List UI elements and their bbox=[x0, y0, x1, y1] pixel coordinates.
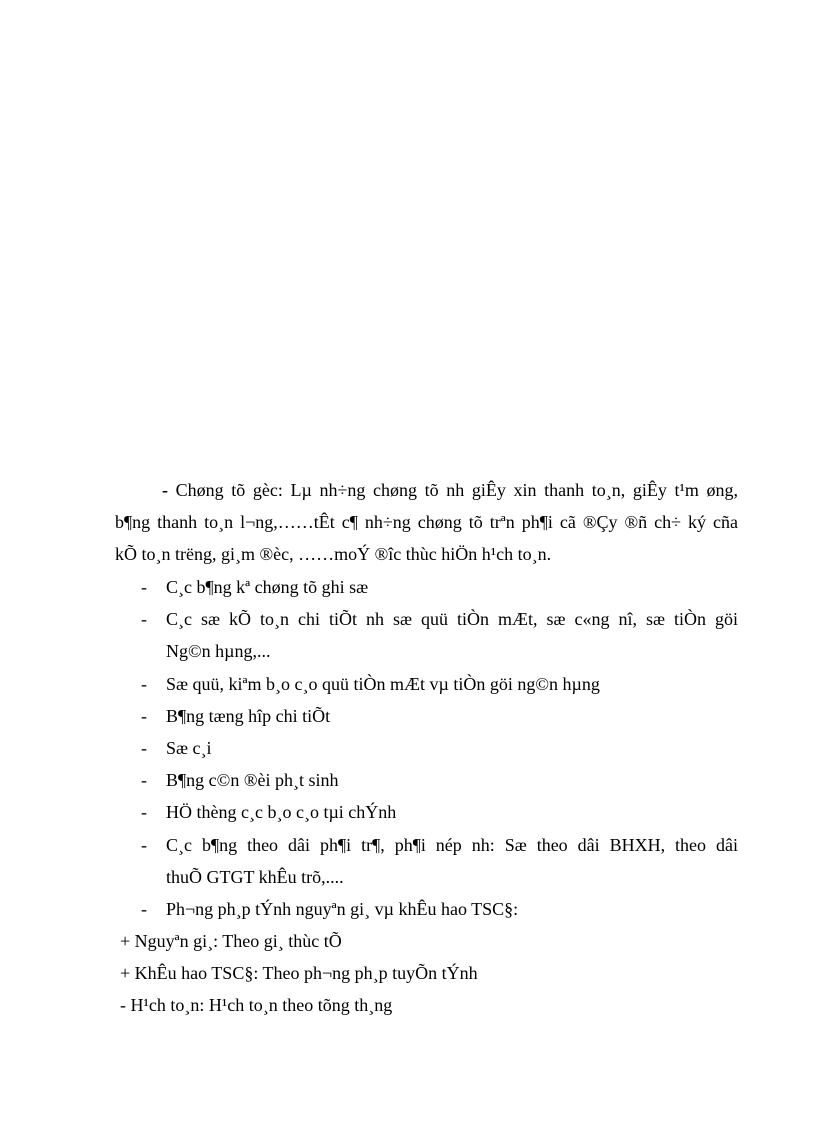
bullet-dash: - bbox=[141, 899, 147, 919]
bullet-item-8-line-1: C¸c b¶ng theo dâi ph¶i tr¶, ph¶i nép nh: Sæ theo dâi BHXH, theo dâi bbox=[166, 835, 738, 855]
bullet-dash: - bbox=[141, 802, 147, 822]
bullet-item-3: Sæ quü, kiªm b¸o c¸o quü tiÒn mÆt vµ tiÒn göi ng©n hµng bbox=[166, 674, 600, 694]
subitem-depreciation: + KhÊu hao TSC§: Theo ph¬ng ph¸p tuyÕn tÝnh bbox=[120, 963, 478, 983]
bullet-dash: - bbox=[141, 738, 147, 758]
intro-lead-dash: - bbox=[162, 480, 168, 500]
subitem-original-cost: + Nguyªn gi¸: Theo gi¸ thùc tÕ bbox=[120, 931, 342, 951]
bullet-item-1: C¸c b¶ng kª chøng tõ ghi sæ bbox=[166, 577, 369, 597]
bullet-dash: - bbox=[141, 674, 147, 694]
intro-line-2: b¶ng thanh to¸n l¬ng,……tÊt c¶ nh÷ng chøng tõ trªn ph¶i cã ®Çy ®ñ ch÷ ký cña bbox=[115, 512, 738, 532]
bullet-dash: - bbox=[141, 609, 147, 629]
bullet-item-9: Ph¬ng ph¸p tÝnh nguyªn gi¸ vµ khÊu hao TSC§: bbox=[166, 899, 519, 919]
intro-line-1-text: Chøng tõ gèc: Lµ nh÷ng chøng tõ nh giÊy xin thanh to¸n, giÊy t¹m øng, bbox=[168, 480, 738, 500]
bullet-item-2-line-1: C¸c sæ kÕ to¸n chi tiÕt nh sæ quü tiÒn mÆt, sæ c«ng nî, sæ tiÒn göi bbox=[166, 609, 738, 629]
bullet-dash: - bbox=[141, 770, 147, 790]
bullet-dash: - bbox=[141, 835, 147, 855]
bullet-item-2-line-2: Ng©n hµng,... bbox=[166, 641, 271, 661]
bullet-item-8-line-2: thuÕ GTGT khÊu trõ,.... bbox=[166, 867, 344, 887]
bullet-item-4: B¶ng tæng hîp chi tiÕt bbox=[166, 706, 331, 726]
bullet-dash: - bbox=[141, 577, 147, 597]
bullet-item-5: Sæ c¸i bbox=[166, 738, 212, 758]
intro-line-3: kÕ to¸n trëng, gi¸m ®èc, ……moÝ ®îc thùc hiÖn h¹ch to¸n. bbox=[115, 544, 552, 564]
intro-line-1 bbox=[162, 479, 738, 501]
accounting-period-line: - H¹ch to¸n: H¹ch to¸n theo tõng th¸ng bbox=[120, 995, 393, 1015]
bullet-item-7: HÖ thèng c¸c b¸o c¸o tµi chÝnh bbox=[166, 802, 397, 822]
bullet-item-6: B¶ng c©n ®èi ph¸t sinh bbox=[166, 770, 339, 790]
bullet-dash: - bbox=[141, 706, 147, 726]
